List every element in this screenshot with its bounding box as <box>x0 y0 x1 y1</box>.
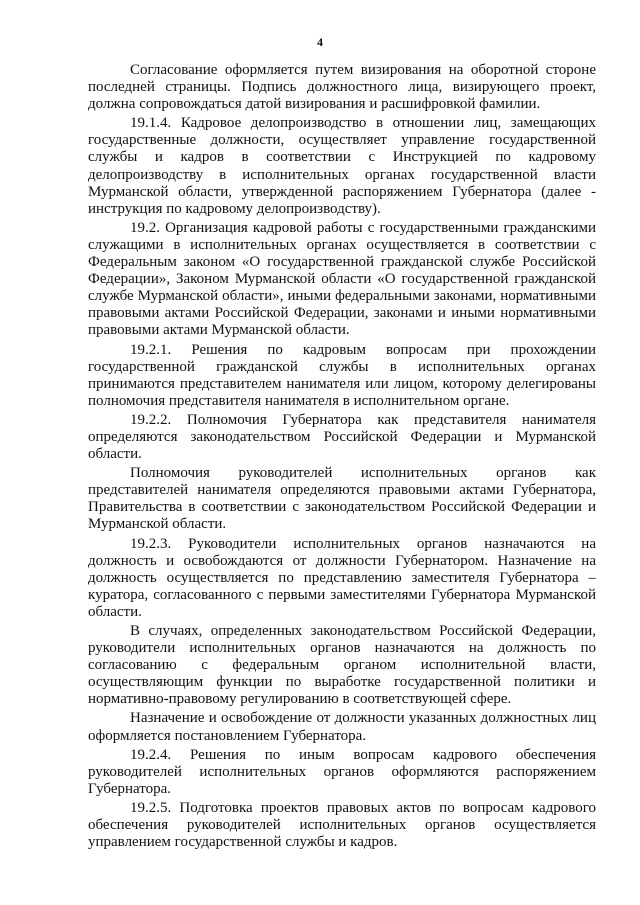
paragraph-19-2-2: 19.2.2. Полномочия Губернатора как представителя нанимателя определяются законодательством Российской Федерации и Мурманской области. <box>88 411 596 463</box>
paragraph-19-2-3: 19.2.3. Руководители исполнительных органов назначаются на должность и освобождаются от должности Губернатором. Назначение на должность осуществляется по представлению заместителя Губернатора – куратора, согласованного с первыми заместителями Губернатора Мурманской области. <box>88 535 596 620</box>
paragraph-19-2-4: 19.2.4. Решения по иным вопросам кадрового обеспечения руководителей исполнительных органов оформляются распоряжением Губернатора. <box>88 746 596 797</box>
paragraph-federal-cases: В случаях, определенных законодательством Российской Федерации, руководители исполнительных органов назначаются на должность по согласованию с федеральным органом исполнительной власти, осуществляющим функции по выработке государственной политики и нормативно-правовому регулированию в соответствующей сфере. <box>88 623 596 708</box>
paragraph-19-2: 19.2. Организация кадровой работы с государственными гражданскими служащими в исполнительных органах осуществляется в соответствии с Федеральным законом «О государственной гражданской службе Российской Федерации», Законом Мурманской области «О государственной гражданской службе Мурманской области», иными федеральными законами, нормативными правовыми актами Российской Федерации, законами и иными нормативными правовыми актами Мурманской области. <box>88 219 596 339</box>
page-number: 4 <box>317 35 323 49</box>
paragraph-heads-powers: Полномочия руководителей исполнительных органов как представителей нанимателя определяются правовыми актами Губернатора, Правительства в соответствии с законодательством Российской Федерации и Мурманской области. <box>88 465 596 533</box>
paragraph-19-2-1: 19.2.1. Решения по кадровым вопросам при прохождении государственной гражданской службы в исполнительных органах принимаются представителем нанимателя или лицом, которому делегированы полномочия представителя нанимателя в исполнительном органе. <box>88 341 596 409</box>
paragraph-19-2-5: 19.2.5. Подготовка проектов правовых актов по вопросам кадрового обеспечения руководителей исполнительных органов осуществляется управлением государственной службы и кадров. <box>88 799 596 851</box>
paragraph-approval: Согласование оформляется путем визирования на оборотной стороне последней страницы. Подпись должностного лица, визирующего проект, должна сопровождаться датой визирования и расшифровкой фамилии. <box>88 62 596 113</box>
paragraph-appointment-decree: Назначение и освобождение от должности указанных должностных лиц оформляется постановлением Губернатора. <box>88 710 596 744</box>
paragraph-19-1-4: 19.1.4. Кадровое делопроизводство в отношении лиц, замещающих государственные должности, осуществляет управление государственной службы и кадров в соответствии с Инструкцией по кадровому делопроизводству в исполнительных органах государственной власти Мурманской области, утвержденной распоряжением Губернатора (далее - инструкция по кадровому делопроизводству). <box>88 115 596 217</box>
document-body <box>88 62 596 853</box>
